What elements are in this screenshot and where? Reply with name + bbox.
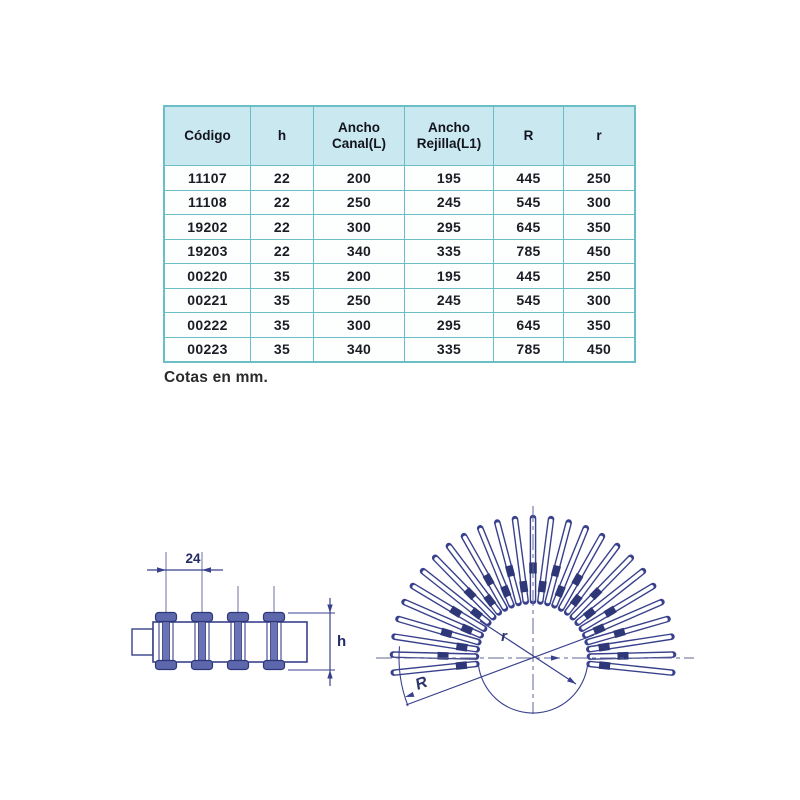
table-cell: 195 — [405, 166, 494, 191]
table-cell: 295 — [405, 313, 494, 338]
fan-slat — [599, 665, 610, 666]
column-header: R — [494, 106, 564, 166]
column-header: h — [251, 106, 314, 166]
table-cell: 450 — [564, 239, 636, 264]
table-cell: 785 — [494, 337, 564, 362]
fan-drawing — [375, 498, 700, 718]
fan-slat — [472, 610, 481, 617]
profile-body — [153, 622, 307, 662]
fan-slat — [599, 646, 610, 648]
profile-drawing — [120, 535, 370, 700]
fan-slat — [462, 627, 472, 631]
arrow-up-icon — [327, 605, 332, 614]
fan-slat — [575, 575, 580, 585]
table-cell: 195 — [405, 264, 494, 289]
fan-slat — [504, 586, 508, 596]
table-cell: 250 — [564, 264, 636, 289]
column-header: r — [564, 106, 636, 166]
spec-table — [163, 105, 636, 363]
fan-slat — [542, 581, 544, 592]
table-cell: 19203 — [164, 239, 251, 264]
header-row — [164, 106, 635, 166]
table-cell: 545 — [494, 288, 564, 313]
table-cell: 785 — [494, 239, 564, 264]
table-cell: 00223 — [164, 337, 251, 362]
fan-slat — [573, 596, 580, 605]
column-header: Ancho Canal(L) — [314, 106, 405, 166]
table-cell: 11107 — [164, 166, 251, 191]
table-cell: 245 — [405, 190, 494, 215]
fan-slat — [594, 627, 604, 631]
fan-slat — [614, 631, 625, 634]
table-head — [164, 106, 635, 166]
fan-slat — [466, 590, 474, 598]
inner-radius-dimension — [480, 621, 576, 684]
table-cell: 245 — [405, 288, 494, 313]
table-row — [164, 264, 635, 289]
table-cell: 645 — [494, 215, 564, 240]
table-cell: 545 — [494, 190, 564, 215]
fan-slat — [585, 610, 594, 617]
table-cell: 200 — [314, 166, 405, 191]
table-cell: 250 — [564, 166, 636, 191]
dimension-h-label: h — [337, 633, 347, 650]
table-cell: 250 — [314, 288, 405, 313]
table-cell: 200 — [314, 264, 405, 289]
arrow-right-icon — [202, 567, 211, 572]
arrow-icon — [567, 677, 576, 684]
table-row — [164, 215, 635, 240]
fan-slat — [486, 596, 493, 605]
fan-slat — [592, 590, 600, 598]
column-header: Ancho Rejilla(L1) — [405, 106, 494, 166]
fan-slat — [592, 655, 672, 657]
arrow-icon — [551, 655, 560, 660]
column-header: Código — [164, 106, 251, 166]
table-cell: 350 — [564, 313, 636, 338]
table-row — [164, 239, 635, 264]
fan-slat — [456, 665, 467, 666]
fan-slat — [395, 655, 475, 657]
end-tab — [132, 629, 153, 655]
table-cell: 22 — [251, 190, 314, 215]
table-cell: 22 — [251, 215, 314, 240]
table-cell: 00220 — [164, 264, 251, 289]
fan-slat — [523, 581, 525, 592]
table-cell: 300 — [314, 215, 405, 240]
table-cell: 00222 — [164, 313, 251, 338]
table-cell: 22 — [251, 239, 314, 264]
fan-slat — [456, 646, 467, 648]
table-cell: 335 — [405, 337, 494, 362]
units-note: Cotas en mm. — [164, 369, 269, 386]
table-row — [164, 313, 635, 338]
table-cell: 35 — [251, 313, 314, 338]
fan-slat — [441, 631, 452, 634]
arrow-left-icon — [157, 567, 166, 572]
table-cell: 22 — [251, 166, 314, 191]
table-cell: 645 — [494, 313, 564, 338]
table-cell: 00221 — [164, 288, 251, 313]
arrow-icon — [405, 692, 414, 697]
dimension-r-label: r — [501, 628, 507, 645]
table-body — [164, 166, 635, 363]
arrow-down-icon — [327, 670, 332, 679]
table-cell: 340 — [314, 337, 405, 362]
table-cell: 19202 — [164, 215, 251, 240]
table-cell: 335 — [405, 239, 494, 264]
table-cell: 35 — [251, 288, 314, 313]
table-cell: 295 — [405, 215, 494, 240]
table-cell: 300 — [564, 288, 636, 313]
table-row — [164, 288, 635, 313]
table-cell: 450 — [564, 337, 636, 362]
table-row — [164, 166, 635, 191]
fan-slat — [509, 566, 512, 577]
dimension-24-label: 24 — [185, 551, 201, 566]
fan-slat — [558, 586, 562, 596]
table-cell: 250 — [314, 190, 405, 215]
table-cell: 300 — [314, 313, 405, 338]
table-row — [164, 190, 635, 215]
table-cell: 35 — [251, 337, 314, 362]
table-cell: 445 — [494, 264, 564, 289]
table-cell: 35 — [251, 264, 314, 289]
pin-centerlines — [166, 552, 274, 614]
table-cell: 350 — [564, 215, 636, 240]
dimension-R-label: R — [413, 673, 430, 694]
fan-slat — [555, 566, 558, 577]
spec-table-wrapper — [163, 105, 636, 363]
fan-slat — [606, 609, 615, 615]
fan-slat — [486, 575, 491, 585]
table-cell: 340 — [314, 239, 405, 264]
pitch-dimension — [147, 551, 223, 573]
fan-slat — [451, 609, 460, 615]
table-cell: 445 — [494, 166, 564, 191]
table-cell: 11108 — [164, 190, 251, 215]
table-cell: 300 — [564, 190, 636, 215]
table-row — [164, 337, 635, 362]
